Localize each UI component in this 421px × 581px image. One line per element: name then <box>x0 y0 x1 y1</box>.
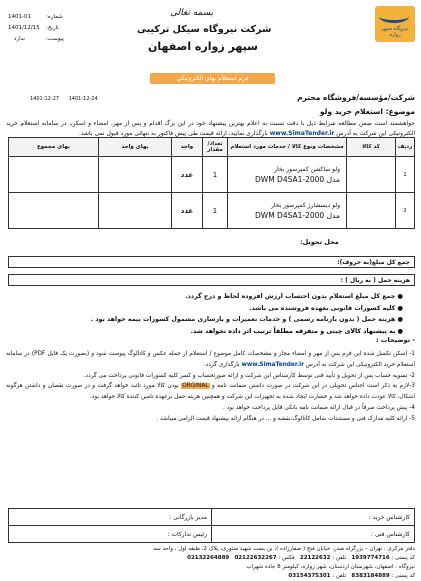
intro-text: خواهشمند است ضمن مطالعه شرایط ذیل با دقت نسبت به اعلام بهترین پیشنهاد خود در این برگ اقدام و پس از مهر، امضاء و اسکن، در سامانه استعلام خرید الکترونیکی این شرکت به آدرس <box>6 120 415 137</box>
buyer-expert-signature[interactable]: کارشناس خرید : <box>212 509 415 526</box>
cell-row: 1 <box>396 157 415 193</box>
company-subtitle: سپهر زواره اصفهان <box>148 40 258 53</box>
business-manager-signature[interactable]: مدیر بازرگانی : <box>9 509 212 526</box>
col-unit-price: بهای واحد <box>99 138 172 157</box>
date-value: 1401/12/15 <box>8 25 40 31</box>
col-row: ردیف <box>396 138 415 157</box>
cell-qty: 1 <box>203 157 228 193</box>
attachment-value: ندارد <box>14 36 26 42</box>
total-in-words-row[interactable] <box>8 256 415 268</box>
col-code: کد کالا <box>347 138 396 157</box>
footer-office-address: دفتر مرکزی : تهران – بزرگراه صدر، خیابان فتح ( صفارزاده )، بن بست شهید منتوری، پلاک 2، طبقه اول ، واحد سه <box>153 546 415 552</box>
date-start: 1401-12-24 <box>68 96 98 102</box>
condition-item: ● جمع کل مبلغ استعلام بدون احتساب ارزش افزوده لحاظ و درج گردد. <box>185 293 403 300</box>
cell-total[interactable] <box>9 193 99 229</box>
notes-title: - توضیحات : <box>376 336 415 344</box>
col-unit: واحد <box>172 138 203 157</box>
conditions-list <box>91 291 403 337</box>
intro-end-text: بارگذاری نمایید، ارائه قیمت طی پیش فاکتور به تنهائی مورد قبول نمی باشد. <box>78 130 268 137</box>
cell-unit: عدد <box>172 157 203 193</box>
form-title-banner <box>150 73 275 84</box>
intro-paragraph <box>6 119 415 139</box>
footer-plant-contact: کد پستی : 8383184889 تلفن : 03154375301 <box>288 573 415 579</box>
subject: موضوع: استعلام خرید ولو <box>319 107 415 116</box>
cell-unit-price[interactable] <box>99 193 172 229</box>
date-end: 1401-12-27 <box>30 96 60 102</box>
condition-item: ● کلیه کسورات قانونی بعهده فروشنده می باشد. <box>249 304 403 312</box>
total-in-words-label: جمع کل مبلغ(به حروف): <box>337 259 410 266</box>
spec-model: DWM D4SA1-2000 مدل <box>255 210 340 220</box>
spec-text: ولو دیسشارژ کمپرسور بخار <box>271 201 340 209</box>
note-item: 2- تسویه حساب پس از تحویل و تأیید فنی توسط کارشناس این شرکت و ارائه صورتحساب و کسر کلیه کسورات قانونی پرداخت می گردد. <box>83 372 415 379</box>
col-spec: مشخصات ونوع کالا / خدمات مورد استعلام <box>228 138 347 157</box>
date-label: تاریخ: <box>46 25 59 31</box>
delivery-location-label: محل تحویل: <box>300 238 339 246</box>
note-item: 4- پیش پرداخت صرفاً در قبال ارائه ضمانت نامه بانکی قابل پرداخت خواهد بود . <box>222 404 415 411</box>
col-qty: تعداد/ مقدار <box>203 138 228 157</box>
company-name: شرکت نیروگاه سیکل ترکیبی <box>137 24 272 35</box>
cell-code <box>347 193 396 229</box>
note-item: 1- اسکن تکمیل شده این فرم پس از مهر و امضاء مجاز و مشخصات کامل موضوع / استعلام از جمله عکس و کاتالوگ پیوست شود و (بصورت یک فایل PDF) در سامانه استعلام خرید الکترونیکی این شرکت به آدرس www.SimaTender.ir بارگذاری گردد. <box>6 349 415 371</box>
original-highlight: ORGINAL <box>182 383 209 390</box>
signature-table <box>8 508 415 543</box>
shipping-cost-row[interactable] <box>8 274 415 286</box>
table-row <box>9 157 415 193</box>
logo-text: نیروگاه سپهر زواره <box>381 26 409 38</box>
notes-list <box>6 349 415 425</box>
cell-unit: عدد <box>172 193 203 229</box>
col-total: بهای مجموع <box>9 138 99 157</box>
cell-total[interactable] <box>9 157 99 193</box>
table-row <box>9 193 415 229</box>
cell-spec <box>228 157 347 193</box>
greeting: شرکت/مؤسسه/فروشگاه محترم <box>297 93 415 102</box>
logo-wave-icon <box>379 10 409 23</box>
cell-spec <box>228 193 347 229</box>
shipping-cost-label: هزینه حمل ( به ریال ) : <box>340 277 410 284</box>
simatender-link[interactable]: www.SimaTender.ir <box>269 130 335 137</box>
simatender-link[interactable]: www.SimaTender.ir <box>241 361 304 368</box>
date-range <box>30 96 98 102</box>
cell-row: 2 <box>396 193 415 229</box>
spec-text: ولو ساکشن کمپرسور بخار <box>274 165 340 173</box>
note-item: 5- ارائه کلیه مدارک فنی و مستندات شامل کاتالوگ،نقشه و ... در هنگام ارائه پیشنهاد قیمت الزامی میباشد . <box>156 415 415 422</box>
items-table <box>8 137 415 229</box>
form-title: فرم استعلام بهای الکترونیکی <box>176 75 249 82</box>
footer-office-contact: کد پستی : 1939774716 تلفن : 22122632 فکس : 02122632267 02132264889 <box>187 555 415 561</box>
attachment-label: پیوست: <box>46 36 64 42</box>
cell-code <box>347 157 396 193</box>
basmala: بسمه تعالی <box>170 8 214 18</box>
number-value: 1401-01 <box>8 14 31 20</box>
footer-plant-address: نیروگاه : اصفهان، شهرستان اردستان، شهر زواره، کیلومتر 8 جاده شهراب <box>246 564 415 570</box>
tech-expert-signature[interactable]: کارشناس فنی : <box>212 526 415 543</box>
number-label: شماره: <box>46 14 63 20</box>
footer-divider <box>8 542 413 543</box>
cell-unit-price[interactable] <box>99 157 172 193</box>
condition-item: ● هزینه حمل ( بدون بارنامه رسمی ) و خدمات تعمیرات و بازسازی مشمول کسورات بیمه خواهد بود . <box>90 316 403 323</box>
note-item: 3-لازم به ذکر است اجناس تحویلی در این شرکت در صورت داشتن ضمانت نامه و ORGINAL بودن کالا مورد تائید خواهد گرفت و در صورت نقصان و داشتن هرگونه اشکال، کالا عودت داده خواهد شد و خسارت ایجاد شده به تجهیزات این شرکت و همچنین هزینه حمل برعهده تامین کننده کالا خواهد بود. <box>6 383 415 401</box>
condition-item: ● به پیشنهاد کالای چینی و متفرقه مطلقاً ترتیب اثر داده نخواهد شد. <box>190 327 403 335</box>
table-header-row <box>9 138 415 157</box>
procurement-head-signature[interactable]: رئیس تدارکات : <box>9 526 212 543</box>
company-logo <box>375 6 415 42</box>
cell-qty: 1 <box>203 193 228 229</box>
spec-model: DWM D4SA1-2000 مدل <box>255 174 340 184</box>
